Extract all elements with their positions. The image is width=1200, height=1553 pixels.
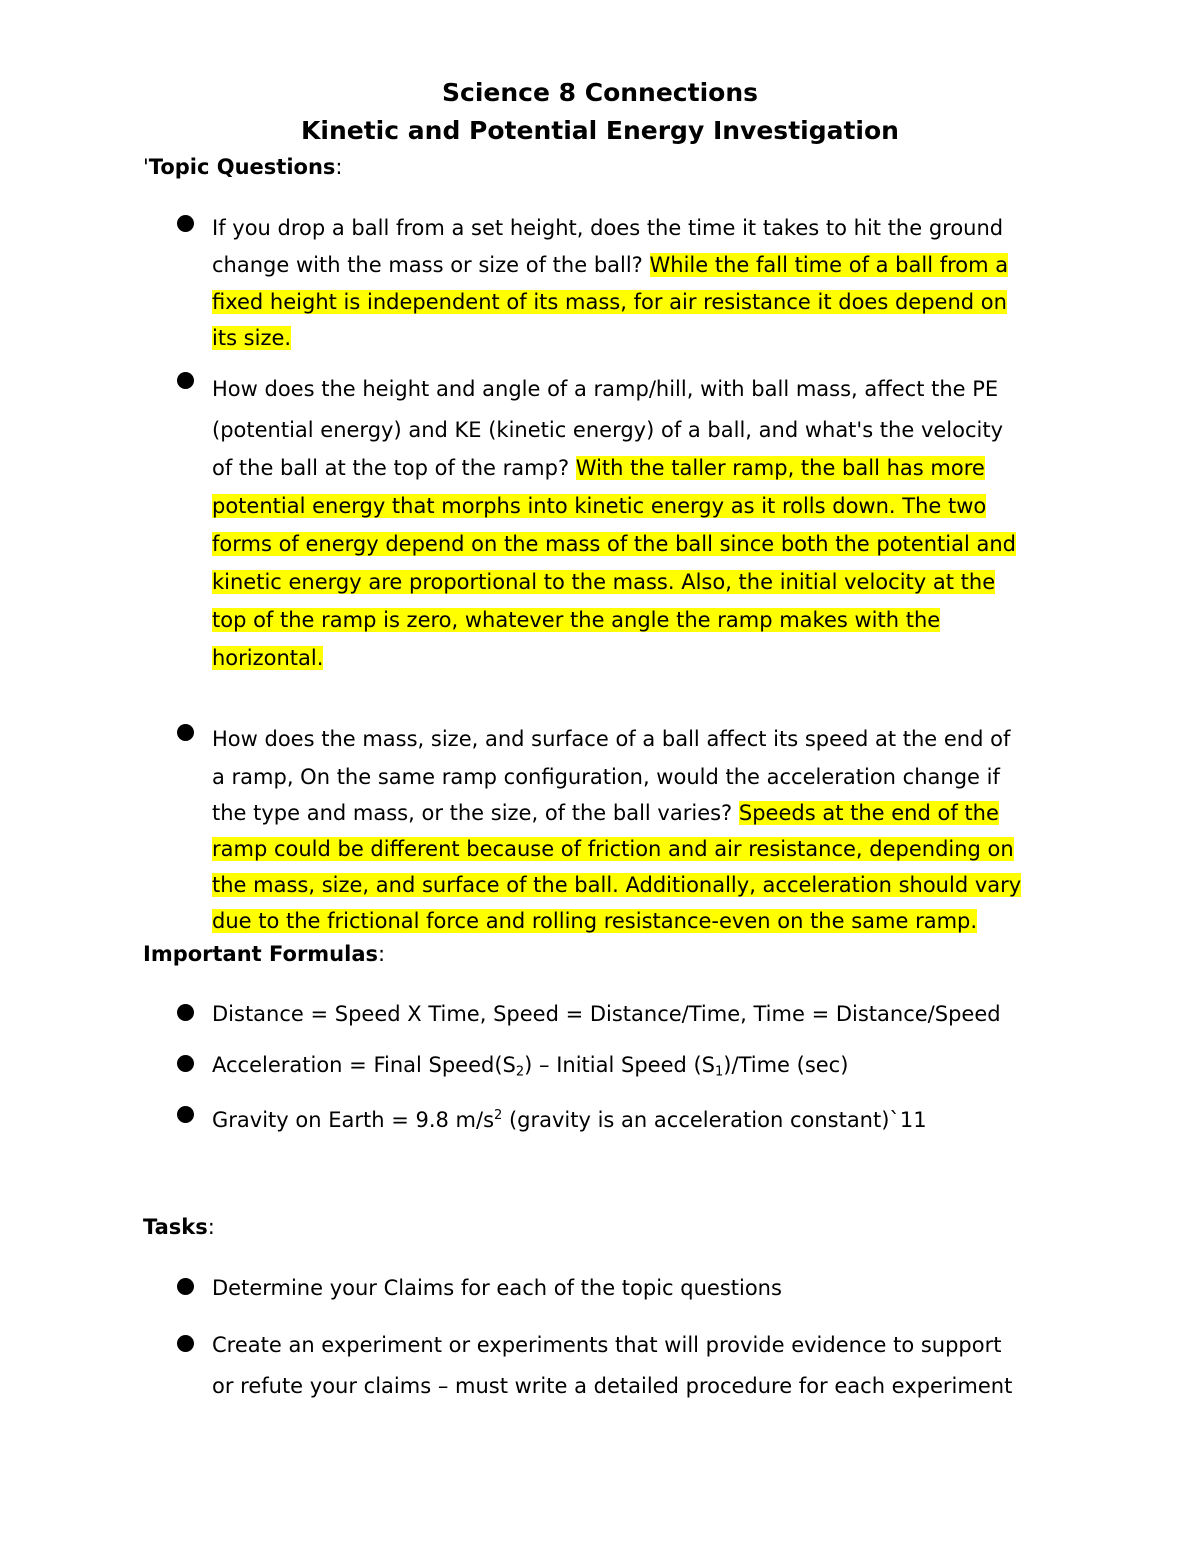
bullet-icon	[177, 1004, 194, 1021]
document-subtitle: Kinetic and Potential Energy Investigation	[301, 116, 899, 145]
topic-question-1	[212, 210, 1072, 356]
answer-highlight: With the taller ramp, the ball has more	[575, 456, 985, 480]
subscript: 1	[715, 1064, 724, 1080]
topic-questions-heading	[143, 153, 342, 181]
subscript: 2	[515, 1064, 525, 1080]
question-answer-line	[212, 247, 1072, 284]
question-text: of the ball at the top of the ramp?	[212, 456, 576, 480]
formulas-heading	[143, 940, 385, 968]
formula-text	[212, 1050, 1072, 1087]
answer-highlight: kinetic energy are proportional to the mass. Also, the initial velocity at the	[212, 570, 996, 594]
formula-text: Distance = Speed X Time, Speed = Distance/Time, Time = Distance/Speed	[212, 1002, 1001, 1026]
formula-distance	[212, 999, 1072, 1029]
answer-highlight: Speeds at the end of the	[738, 801, 999, 825]
bullet-icon	[177, 724, 194, 741]
formula-part: Gravity on Earth = 9.8 m/s	[212, 1107, 495, 1132]
answer-highlight: fixed height is independent of its mass, for air resistance it does depend on	[212, 290, 1007, 314]
topic-question-3	[212, 719, 1072, 939]
bullet-icon	[177, 1055, 194, 1072]
heading-prefix: '	[143, 155, 149, 179]
question-text: change with the mass or size of the ball?	[212, 253, 650, 277]
bullet-icon	[177, 1106, 194, 1123]
task-text: Determine your Claims for each of the topic questions	[212, 1276, 782, 1300]
bullet-icon	[177, 1335, 194, 1352]
heading-text: Topic Questions	[148, 155, 336, 179]
formula-part: Acceleration = Final Speed(S	[212, 1053, 516, 1077]
formula-acceleration	[212, 1050, 1072, 1087]
task-2	[212, 1325, 1072, 1407]
question-line: How does the height and angle of a ramp/hill, with ball mass, affect the PE	[212, 377, 999, 401]
question-line: a ramp, On the same ramp configuration, would the acceleration change if	[212, 765, 1000, 789]
tasks-heading	[143, 1213, 215, 1241]
superscript: 2	[494, 1108, 503, 1123]
question-text: the type and mass, or the size, of the ball varies?	[212, 801, 739, 825]
answer-highlight: due to the frictional force and rolling resistance-even on the same ramp.	[212, 909, 978, 933]
bullet-icon	[177, 1278, 194, 1295]
formula-part: (gravity is an acceleration constant)`11	[502, 1107, 927, 1132]
formula-gravity	[212, 1101, 1072, 1135]
answer-highlight: horizontal.	[212, 646, 324, 670]
question-answer-line	[212, 795, 1072, 831]
task-text: Create an experiment or experiments that will provide evidence to support	[212, 1333, 1002, 1357]
heading-colon: :	[378, 942, 386, 966]
answer-highlight: forms of energy depend on the mass of the ball since both the potential and	[212, 532, 1016, 556]
task-1	[212, 1273, 1072, 1303]
formula-part: )/Time (sec)	[723, 1053, 849, 1077]
answer-highlight: potential energy that morphs into kinetic energy as it rolls down. The two	[212, 494, 987, 518]
formula-text	[212, 1101, 1072, 1135]
bullet-icon	[177, 215, 194, 232]
question-line: How does the mass, size, and surface of a ball affect its speed at the end of	[212, 727, 1011, 751]
answer-highlight: the mass, size, and surface of the ball. Additionally, acceleration should vary	[212, 873, 1022, 897]
heading-colon: :	[335, 155, 343, 179]
task-text: or refute your claims – must write a detailed procedure for each experiment	[212, 1374, 1013, 1398]
bullet-icon	[177, 372, 194, 389]
question-answer-line	[212, 449, 1072, 487]
answer-highlight: While the fall time of a ball from a	[649, 253, 1009, 277]
document-title: Science 8 Connections	[442, 78, 758, 107]
question-line: (potential energy) and KE (kinetic energy) of a ball, and what's the velocity	[212, 418, 1004, 442]
answer-highlight: its size.	[212, 326, 292, 350]
formula-part: ) – Initial Speed (S	[524, 1053, 716, 1077]
question-line: If you drop a ball from a set height, does the time it takes to hit the ground	[212, 216, 1004, 240]
answer-highlight: top of the ramp is zero, whatever the angle the ramp makes with the	[212, 608, 941, 632]
heading-text: Tasks	[143, 1215, 208, 1239]
heading-colon: :	[207, 1215, 215, 1239]
topic-question-2	[212, 367, 1072, 677]
heading-text: Important Formulas	[143, 942, 378, 966]
answer-highlight: ramp could be different because of friction and air resistance, depending on	[212, 837, 1014, 861]
